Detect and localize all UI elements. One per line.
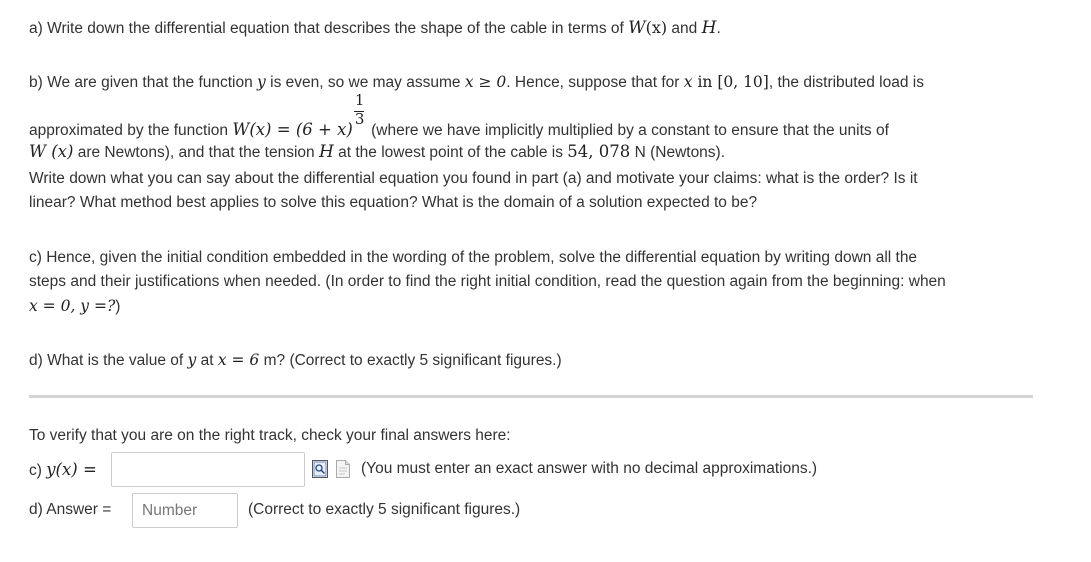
math-W-x: W (x) [29,142,74,161]
exponent-numerator: 1 [354,91,365,109]
part-c-line-1 [29,249,917,267]
part-d-question [29,351,562,370]
math-load-function: W(x) = (6 + x) [232,120,353,139]
part-b-text: b) We are given that the function [29,74,258,91]
math-condition: x ≥ 0 [464,73,507,91]
part-a-period: . [716,20,721,37]
part-c-text: ) [115,298,121,315]
part-a-text: a) Write down the differential equation that describes the shape of the cable in terms of [29,20,629,37]
answer-d-label [29,501,111,519]
part-d-text: d) What is the value of [29,352,188,369]
exponent-fraction [353,91,367,135]
answer-c-note [361,460,817,478]
math-in: in [692,73,718,91]
math-initial-condition: x = 0, y =? [29,297,116,315]
answer-d-number-input[interactable] [132,493,238,528]
part-b-text: N (Newtons). [630,144,726,161]
answer-d-note [248,501,520,519]
math-arg: (x) [645,18,668,37]
math-x: x [683,73,693,91]
part-a-question [29,18,721,38]
preview-document-icon[interactable] [335,460,351,478]
part-b-line-4 [29,170,918,188]
answer-c-prefix: c) [29,462,47,479]
math-y: y [257,73,266,91]
math-tension-value: 54, 078 [567,142,631,161]
answer-c-input[interactable] [111,452,305,487]
part-c-text: steps and their justifications when needed. (In order to find the right initial condition, read the question again from the beginning: when [29,273,946,290]
answer-c-note-text: (You must enter an exact answer with no decimal approximations.) [361,460,818,477]
part-b-line-1 [29,73,924,92]
part-c-line-2 [29,273,946,291]
equation-editor-icon[interactable] [312,460,328,478]
part-b-line-5 [29,194,757,212]
part-b-text: are Newtons), and that the tension [73,144,319,161]
math-interval: [0, 10] [717,73,769,91]
part-b-text: is even, so we may assume [265,74,465,91]
part-c-line-3 [29,297,120,316]
part-b-text: approximated by the function [29,122,233,139]
part-b-text: , the distributed load is [768,74,924,91]
verify-intro-text: To verify that you are on the right track, check your final answers here: [29,427,511,444]
part-b-text: (where we have implicitly multiplied by a constant to ensure that the units of [366,122,889,139]
math-x-eq: x = 6 [217,351,260,369]
math-H: H [701,18,717,38]
answer-d-note-text: (Correct to exactly 5 significant figures.) [248,501,521,518]
part-b-text: Write down what you can say about the differential equation you found in part (a) and motivate your claims: what is the order? Is it [29,170,918,187]
part-d-text: at [196,352,218,369]
answer-c-label [29,460,97,480]
part-b-line-3 [29,142,725,162]
math-y: y [187,351,197,369]
section-divider [29,395,1033,398]
part-d-text: m? (Correct to exactly 5 significant figures.) [259,352,562,369]
math-H: H [318,142,334,162]
answer-d-label-text: d) Answer = [29,501,112,518]
part-c-text: c) Hence, given the initial condition embedded in the wording of the problem, solve the differential equation by writing down all the [29,249,918,266]
part-b-text: linear? What method best applies to solve this equation? What is the domain of a solution expected to be? [29,194,758,211]
verify-intro [29,427,511,445]
part-a-and: and [667,20,702,37]
part-b-text: at the lowest point of the cable is [333,144,568,161]
part-b-line-2 [29,91,889,140]
part-b-text: . Hence, suppose that for [506,74,684,91]
math-W: W [628,18,646,38]
exponent-denominator: 3 [354,110,365,128]
math-y-of-x: y(x) = [46,460,97,479]
